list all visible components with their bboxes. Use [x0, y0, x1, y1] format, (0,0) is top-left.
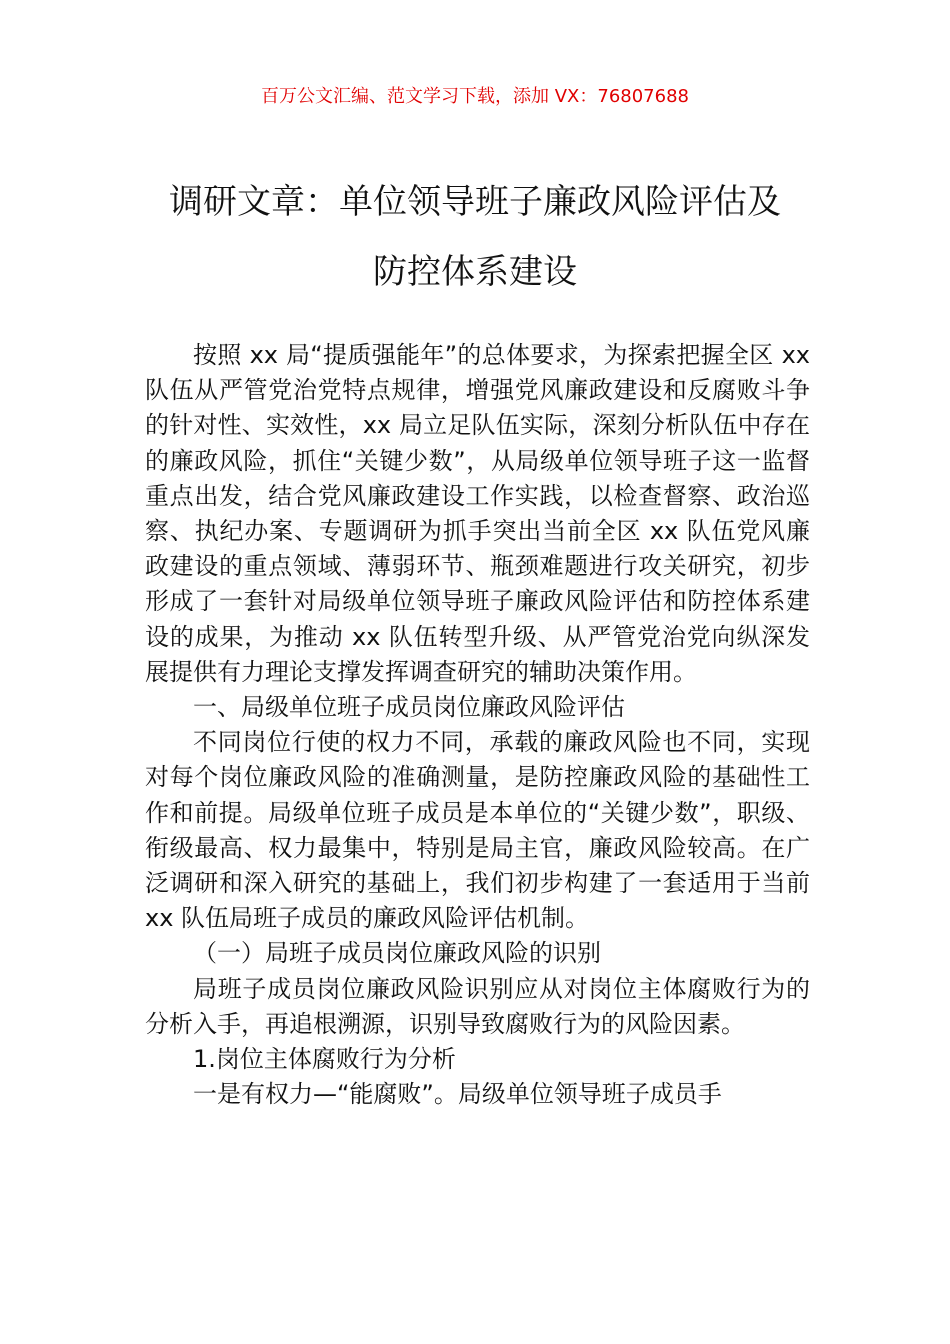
- title-line-1: 调研文章：单位领导班子廉政风险评估及: [169, 182, 781, 222]
- paragraph-section-1: 不同岗位行使的权力不同，承载的廉政风险也不同，实现对每个岗位廉政风险的准确测量，是防控廉政风险的基础性工作和前提。局级单位班子成员是本单位的“关键少数”，职级、衔级最高、权力最集中，特别是局主官，廉政风险较高。在广泛调研和深入研究的基础上，我们初步构建了一套适用于当前 xx 队伍局班子成员的廉政风险评估机制。: [145, 728, 810, 933]
- download-notice: 百万公文汇编、范文学习下载，添加 VX：76807688: [261, 86, 689, 107]
- paragraph-intro: 按照 xx 局“提质强能年”的总体要求，为探索把握全区 xx 队伍从严管党治党特点规律，增强党风廉政建设和反腐败斗争的针对性、实效性，xx 局立足队伍实际，深刻分析队伍中存在的廉政风险，抓住“关键少数”，从局级单位领导班子这一监督重点出发，结合党风廉政建设工作实践，以检查督察、政治巡察、执纪办案、专题调研为抓手突出当前全区 xx 队伍党风廉政建设的重点领域、薄弱环节、瓶颈难题进行攻关研究，初步形成了一套针对局级单位领导班子廉政风险评估和防控体系建设的成果，为推动 xx 队伍转型升级、从严管党治党向纵深发展提供有力理论支撑发挥调查研究的辅助决策作用。: [145, 341, 810, 686]
- subsection-heading-1: （一）局班子成员岗位廉政风险的识别: [193, 939, 601, 968]
- section-heading-1: 一、局级单位班子成员岗位廉政风险评估: [193, 693, 625, 722]
- title-line-2: 防控体系建设: [373, 252, 577, 292]
- paragraph-item-1: 一是有权力—“能腐败”。局级单位领导班子成员手: [193, 1080, 722, 1109]
- item-heading-1: 1.岗位主体腐败行为分析: [193, 1045, 456, 1074]
- paragraph-subsection-1: 局班子成员岗位廉政风险识别应从对岗位主体腐败行为的分析入手，再追根溯源，识别导致腐败行为的风险因素。: [145, 974, 810, 1038]
- document-body: [145, 338, 810, 1112]
